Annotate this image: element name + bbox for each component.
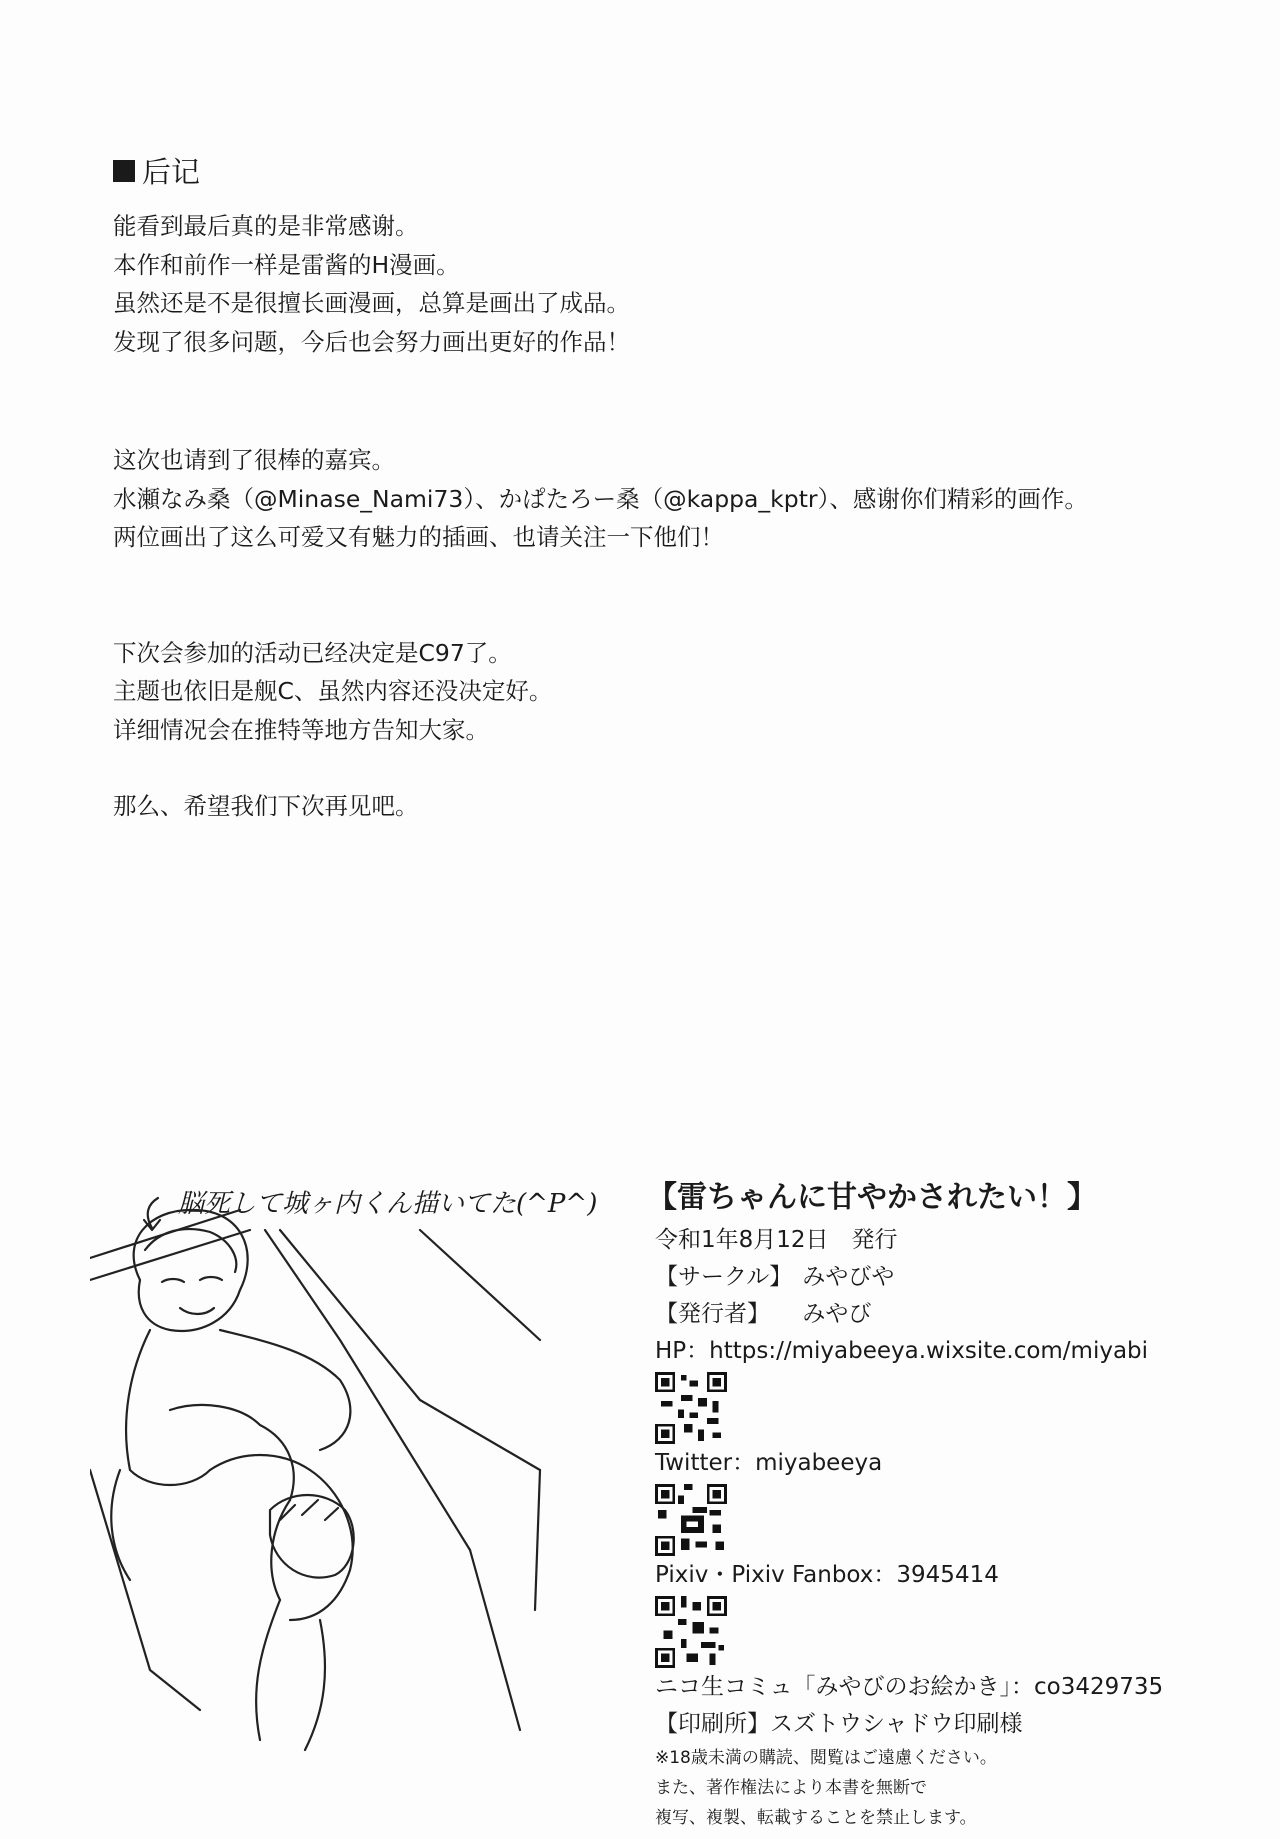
book-title: 【雷ちゃんに甘やかされたい！】: [647, 1180, 1097, 1215]
publisher-label: 【発行者】: [655, 1301, 770, 1327]
text-line: 两位画出了这么可爱又有魅力的插画、也请关注一下他们！: [113, 523, 724, 551]
notice-line: 複写、複製、転載することを禁止します。: [655, 1808, 977, 1828]
afterword-section: [113, 150, 1173, 826]
black-square-icon: [113, 160, 135, 182]
text-line: 下次会参加的活动已经决定是C97了。: [113, 638, 512, 667]
paragraph-3: [113, 634, 1173, 750]
publisher-row: [655, 1296, 1265, 1333]
text-line: 虽然还是不是很擅长画漫画，总算是画出了成品。: [113, 289, 630, 317]
circle-label: 【サークル】: [655, 1264, 793, 1290]
text-line: 能看到最后真的是非常感谢。: [113, 212, 419, 240]
printer: 【印刷所】スズトウシャドウ印刷様: [655, 1711, 1023, 1737]
text-line: 本作和前作一样是雷酱的H漫画。: [113, 250, 460, 279]
notice-line: ※18歳未満の購読、閲覧はご遠慮ください。: [655, 1748, 997, 1768]
text-line: 详细情况会在推特等地方告知大家。: [113, 715, 489, 744]
character-sketch-illustration: [90, 1170, 560, 1780]
circle-value: みやびや: [802, 1264, 895, 1290]
bed-frame: [90, 1210, 540, 1730]
text-line: 主题也依旧是舰C、虽然内容还没决定好。: [113, 677, 553, 705]
afterword-heading: [113, 150, 1173, 191]
notice-line: また、著作権法により本書を無断で: [655, 1778, 927, 1798]
paragraph-2: [113, 441, 1173, 557]
publish-date: 令和1年8月12日 発行: [655, 1227, 898, 1253]
heading-text: 后记: [142, 155, 201, 189]
qr-code-icon[interactable]: [655, 1596, 727, 1668]
homepage-url[interactable]: HP：https://miyabeeya.wixsite.com/miyabi: [655, 1338, 1149, 1364]
text-line: 水瀬なみ桑（@Minase_Nami73）、かぱたろー桑（@kappa_kptr）、感谢你们精彩的画作。: [113, 484, 1088, 513]
twitter-handle[interactable]: Twitter：miyabeeya: [655, 1450, 883, 1476]
text-line: 发现了很多问题，今后也会努力画出更好的作品！: [113, 327, 630, 356]
text-line: 这次也请到了很棒的嘉宾。: [113, 446, 395, 474]
publisher-value: みやび: [802, 1301, 872, 1327]
niconico-community[interactable]: ニコ生コミュ「みやびのお絵かき」：co3429735: [655, 1674, 1164, 1700]
paragraph-1: [113, 207, 1173, 361]
closing-line: 那么、希望我们下次再见吧。: [113, 792, 419, 820]
illustration-caption: 脳死して城ヶ内くん描いてた(^P^): [178, 1189, 598, 1219]
pixiv-id[interactable]: Pixiv・Pixiv Fanbox：3945414: [655, 1562, 999, 1588]
character-figure: [111, 1210, 353, 1750]
qr-code-icon[interactable]: [655, 1484, 727, 1556]
qr-code-icon[interactable]: [655, 1372, 727, 1444]
circle-row: [655, 1259, 1265, 1296]
colophon: [647, 1172, 1265, 1833]
